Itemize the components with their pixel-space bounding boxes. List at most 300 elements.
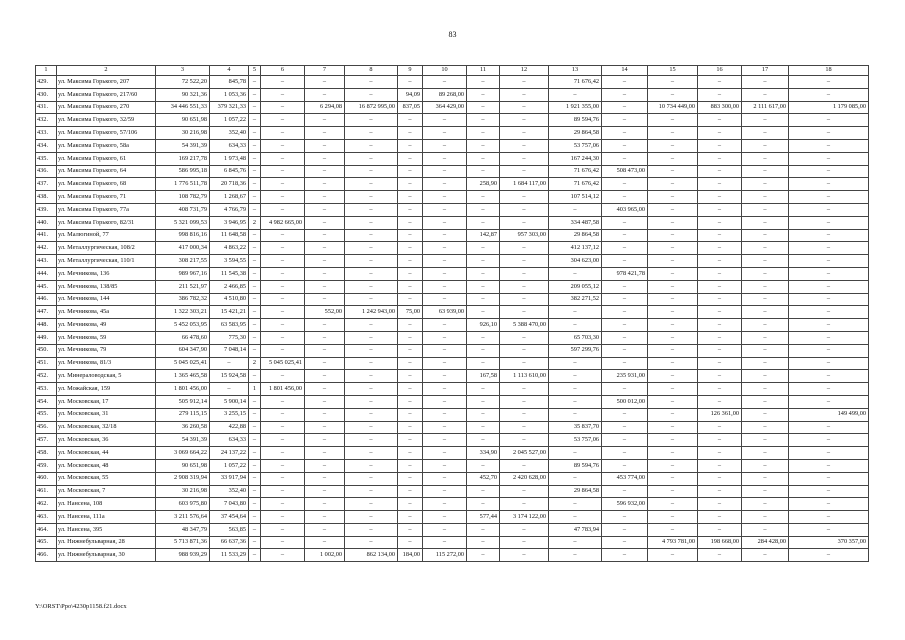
empty-value-cell: –	[698, 511, 742, 524]
empty-value-cell: –	[305, 485, 345, 498]
empty-value-cell: –	[742, 114, 789, 127]
empty-value-cell: –	[602, 485, 648, 498]
empty-value-cell: –	[648, 242, 698, 255]
amount-cell: 1 921 355,00	[549, 101, 602, 114]
amount-cell: 149 499,00	[789, 408, 869, 421]
empty-value-cell: –	[698, 152, 742, 165]
empty-value-cell: –	[305, 536, 345, 549]
empty-value-cell: –	[648, 267, 698, 280]
empty-value-cell: –	[549, 203, 602, 216]
empty-value-cell: –	[742, 165, 789, 178]
empty-value-cell: –	[261, 498, 305, 511]
empty-value-cell: –	[345, 191, 398, 204]
empty-value-cell: –	[602, 319, 648, 332]
empty-value-cell: –	[500, 357, 549, 370]
empty-value-cell: –	[602, 523, 648, 536]
amount-cell: 126 361,00	[698, 408, 742, 421]
empty-value-cell: –	[249, 101, 261, 114]
empty-value-cell: –	[698, 447, 742, 460]
empty-value-cell: –	[345, 434, 398, 447]
empty-value-cell: –	[398, 152, 423, 165]
empty-value-cell: –	[305, 152, 345, 165]
amount-cell: 47 783,94	[549, 523, 602, 536]
amount-cell: 94,09	[398, 88, 423, 101]
empty-value-cell: –	[249, 549, 261, 562]
empty-value-cell: –	[602, 549, 648, 562]
empty-value-cell: –	[549, 319, 602, 332]
row-number-cell: 444.	[36, 267, 57, 280]
amount-cell: 379 321,33	[210, 101, 249, 114]
address-cell: ул. Максима Горького, 68	[57, 178, 156, 191]
empty-value-cell: –	[423, 536, 467, 549]
table-row	[36, 101, 869, 114]
amount-cell: 54 391,39	[156, 434, 210, 447]
empty-value-cell: –	[345, 293, 398, 306]
amount-cell: 4 766,79	[210, 203, 249, 216]
empty-value-cell: –	[789, 523, 869, 536]
empty-value-cell: –	[261, 152, 305, 165]
empty-value-cell: –	[345, 127, 398, 140]
address-cell: ул. Максима Горького, 217/60	[57, 88, 156, 101]
empty-value-cell: –	[698, 498, 742, 511]
empty-value-cell: –	[648, 408, 698, 421]
column-header: 11	[467, 66, 500, 76]
empty-value-cell: –	[210, 383, 249, 396]
column-header: 3	[156, 66, 210, 76]
empty-value-cell: –	[249, 76, 261, 89]
empty-value-cell: –	[398, 114, 423, 127]
empty-value-cell: –	[305, 459, 345, 472]
empty-value-cell: –	[549, 408, 602, 421]
amount-cell: 403 965,00	[602, 203, 648, 216]
amount-cell: 563,85	[210, 523, 249, 536]
empty-value-cell: –	[261, 344, 305, 357]
amount-cell: 30 216,98	[156, 127, 210, 140]
empty-value-cell: –	[305, 127, 345, 140]
empty-value-cell: –	[345, 536, 398, 549]
amount-cell: 7 043,80	[210, 498, 249, 511]
table-row	[36, 472, 869, 485]
empty-value-cell: –	[789, 280, 869, 293]
empty-value-cell: –	[261, 370, 305, 383]
empty-value-cell: –	[249, 191, 261, 204]
empty-value-cell: –	[698, 306, 742, 319]
amount-cell: 2 908 319,94	[156, 472, 210, 485]
empty-value-cell: –	[345, 152, 398, 165]
empty-value-cell: –	[423, 139, 467, 152]
table-row	[36, 306, 869, 319]
column-header: 7	[305, 66, 345, 76]
empty-value-cell: –	[602, 434, 648, 447]
empty-value-cell: –	[305, 229, 345, 242]
empty-value-cell: –	[467, 242, 500, 255]
amount-cell: 48 347,79	[156, 523, 210, 536]
amount-cell: 5 713 871,36	[156, 536, 210, 549]
table-row	[36, 114, 869, 127]
amount-cell: 115 272,00	[423, 549, 467, 562]
amount-cell: 845,78	[210, 76, 249, 89]
empty-value-cell: –	[345, 523, 398, 536]
empty-value-cell: –	[261, 447, 305, 460]
table-row	[36, 242, 869, 255]
empty-value-cell: –	[648, 191, 698, 204]
empty-value-cell: –	[602, 229, 648, 242]
amount-cell: 634,33	[210, 139, 249, 152]
empty-value-cell: –	[423, 293, 467, 306]
amount-cell: 71 676,42	[549, 76, 602, 89]
empty-value-cell: –	[423, 267, 467, 280]
empty-value-cell: –	[602, 178, 648, 191]
empty-value-cell: –	[345, 498, 398, 511]
empty-value-cell: –	[467, 459, 500, 472]
empty-value-cell: –	[698, 242, 742, 255]
empty-value-cell: –	[648, 216, 698, 229]
address-cell: ул. Максима Горького, 71	[57, 191, 156, 204]
amount-cell: 334 487,58	[549, 216, 602, 229]
address-cell: ул. Мечникова, 49	[57, 319, 156, 332]
amount-cell: 1 053,36	[210, 88, 249, 101]
empty-value-cell: –	[698, 331, 742, 344]
amount-cell: 30 216,98	[156, 485, 210, 498]
empty-value-cell: –	[648, 165, 698, 178]
empty-value-cell: –	[467, 191, 500, 204]
empty-value-cell: –	[648, 76, 698, 89]
empty-value-cell: –	[305, 242, 345, 255]
empty-value-cell: –	[698, 395, 742, 408]
empty-value-cell: –	[467, 357, 500, 370]
empty-value-cell: –	[648, 370, 698, 383]
amount-cell: 279 115,15	[156, 408, 210, 421]
row-number-cell: 447.	[36, 306, 57, 319]
address-cell: ул. Максима Горького, 61	[57, 152, 156, 165]
empty-value-cell: –	[789, 370, 869, 383]
address-cell: ул. Мечникова, 144	[57, 293, 156, 306]
empty-value-cell: –	[345, 178, 398, 191]
empty-value-cell: –	[602, 344, 648, 357]
empty-value-cell: –	[249, 293, 261, 306]
empty-value-cell: –	[398, 383, 423, 396]
empty-value-cell: –	[305, 370, 345, 383]
empty-value-cell: –	[500, 523, 549, 536]
row-number-cell: 440.	[36, 216, 57, 229]
amount-cell: 988 939,29	[156, 549, 210, 562]
amount-cell: 5 452 053,95	[156, 319, 210, 332]
empty-value-cell: –	[423, 178, 467, 191]
empty-value-cell: –	[467, 395, 500, 408]
amount-cell: 352,40	[210, 127, 249, 140]
table-row	[36, 357, 869, 370]
empty-value-cell: –	[698, 434, 742, 447]
empty-value-cell: –	[698, 344, 742, 357]
empty-value-cell: –	[423, 191, 467, 204]
amount-cell: 2 466,85	[210, 280, 249, 293]
row-number-cell: 457.	[36, 434, 57, 447]
table-row	[36, 88, 869, 101]
address-cell: ул. Нансена, 395	[57, 523, 156, 536]
amount-cell: 72 522,20	[156, 76, 210, 89]
amount-cell: 66 637,36	[210, 536, 249, 549]
empty-value-cell: –	[249, 255, 261, 268]
empty-value-cell: –	[305, 178, 345, 191]
empty-value-cell: –	[305, 421, 345, 434]
amount-cell: 169 217,78	[156, 152, 210, 165]
table-row	[36, 370, 869, 383]
empty-value-cell: –	[500, 293, 549, 306]
empty-value-cell: –	[423, 511, 467, 524]
empty-value-cell: –	[249, 370, 261, 383]
amount-cell: 604 347,90	[156, 344, 210, 357]
amount-cell: 500 012,00	[602, 395, 648, 408]
empty-value-cell: –	[789, 472, 869, 485]
empty-value-cell: –	[602, 139, 648, 152]
empty-value-cell: –	[648, 319, 698, 332]
empty-value-cell: –	[602, 383, 648, 396]
empty-value-cell: –	[345, 114, 398, 127]
address-cell: ул. Максима Горького, 207	[57, 76, 156, 89]
amount-cell: 1 057,22	[210, 459, 249, 472]
empty-value-cell: –	[698, 229, 742, 242]
amount-cell: 71 676,42	[549, 165, 602, 178]
empty-value-cell: –	[305, 344, 345, 357]
empty-value-cell: –	[500, 421, 549, 434]
table-row	[36, 485, 869, 498]
empty-value-cell: –	[698, 191, 742, 204]
empty-value-cell: –	[398, 242, 423, 255]
amount-cell: 29 864,58	[549, 485, 602, 498]
empty-value-cell: –	[345, 280, 398, 293]
empty-value-cell: –	[789, 331, 869, 344]
address-cell: ул. Московская, 17	[57, 395, 156, 408]
empty-value-cell: –	[698, 178, 742, 191]
empty-value-cell: –	[549, 511, 602, 524]
empty-value-cell: –	[648, 306, 698, 319]
empty-value-cell: –	[261, 434, 305, 447]
empty-value-cell: –	[305, 88, 345, 101]
amount-cell: 53 757,06	[549, 434, 602, 447]
empty-value-cell: –	[698, 88, 742, 101]
empty-value-cell: –	[602, 216, 648, 229]
empty-value-cell: –	[742, 344, 789, 357]
empty-value-cell: –	[698, 255, 742, 268]
amount-cell: 20 718,36	[210, 178, 249, 191]
column-header: 18	[789, 66, 869, 76]
empty-value-cell: –	[742, 549, 789, 562]
amount-cell: 634,33	[210, 434, 249, 447]
amount-cell: 308 217,55	[156, 255, 210, 268]
empty-value-cell: –	[789, 242, 869, 255]
amount-cell: 66 478,60	[156, 331, 210, 344]
amount-cell: 1 268,67	[210, 191, 249, 204]
empty-value-cell: –	[467, 421, 500, 434]
empty-value-cell: –	[305, 447, 345, 460]
empty-value-cell: –	[398, 127, 423, 140]
empty-value-cell: –	[602, 421, 648, 434]
row-number-cell: 449.	[36, 331, 57, 344]
table-row	[36, 434, 869, 447]
row-number-cell: 433.	[36, 127, 57, 140]
empty-value-cell: –	[500, 383, 549, 396]
empty-value-cell: –	[249, 88, 261, 101]
empty-value-cell: –	[398, 395, 423, 408]
row-number-cell: 459.	[36, 459, 57, 472]
empty-value-cell: –	[648, 434, 698, 447]
column-header: 5	[249, 66, 261, 76]
amount-cell: 167 244,30	[549, 152, 602, 165]
empty-value-cell: –	[500, 88, 549, 101]
count-cell: 1	[249, 383, 261, 396]
empty-value-cell: –	[500, 114, 549, 127]
amount-cell: 15 421,21	[210, 306, 249, 319]
empty-value-cell: –	[305, 139, 345, 152]
empty-value-cell: –	[500, 344, 549, 357]
column-header: 6	[261, 66, 305, 76]
amount-cell: 33 917,94	[210, 472, 249, 485]
amount-cell: 1 322 303,21	[156, 306, 210, 319]
amount-cell: 89 268,00	[423, 88, 467, 101]
empty-value-cell: –	[549, 357, 602, 370]
empty-value-cell: –	[398, 459, 423, 472]
empty-value-cell: –	[345, 255, 398, 268]
empty-value-cell: –	[210, 357, 249, 370]
row-number-cell: 448.	[36, 319, 57, 332]
empty-value-cell: –	[789, 459, 869, 472]
empty-value-cell: –	[398, 447, 423, 460]
amount-cell: 89 594,76	[549, 114, 602, 127]
table-row	[36, 255, 869, 268]
empty-value-cell: –	[698, 485, 742, 498]
address-cell: ул. Максима Горького, 270	[57, 101, 156, 114]
empty-value-cell: –	[698, 319, 742, 332]
amount-cell: 577,44	[467, 511, 500, 524]
empty-value-cell: –	[789, 395, 869, 408]
amount-cell: 11 533,29	[210, 549, 249, 562]
empty-value-cell: –	[742, 229, 789, 242]
empty-value-cell: –	[742, 498, 789, 511]
empty-value-cell: –	[398, 370, 423, 383]
empty-value-cell: –	[500, 76, 549, 89]
amount-cell: 1 973,48	[210, 152, 249, 165]
empty-value-cell: –	[345, 242, 398, 255]
row-number-cell: 431.	[36, 101, 57, 114]
empty-value-cell: –	[789, 229, 869, 242]
row-number-cell: 456.	[36, 421, 57, 434]
address-cell: ул. Московская, 36	[57, 434, 156, 447]
amount-cell: 364 429,00	[423, 101, 467, 114]
empty-value-cell: –	[648, 549, 698, 562]
empty-value-cell: –	[398, 267, 423, 280]
empty-value-cell: –	[249, 395, 261, 408]
table-row	[36, 383, 869, 396]
empty-value-cell: –	[602, 255, 648, 268]
empty-value-cell: –	[742, 459, 789, 472]
empty-value-cell: –	[789, 421, 869, 434]
empty-value-cell: –	[742, 511, 789, 524]
table-row	[36, 216, 869, 229]
empty-value-cell: –	[249, 242, 261, 255]
empty-value-cell: –	[249, 165, 261, 178]
empty-value-cell: –	[742, 331, 789, 344]
empty-value-cell: –	[698, 165, 742, 178]
empty-value-cell: –	[423, 459, 467, 472]
empty-value-cell: –	[398, 165, 423, 178]
empty-value-cell: –	[648, 280, 698, 293]
empty-value-cell: –	[398, 191, 423, 204]
amount-cell: 235 931,00	[602, 370, 648, 383]
empty-value-cell: –	[467, 88, 500, 101]
amount-cell: 998 816,16	[156, 229, 210, 242]
amount-cell: 29 864,58	[549, 127, 602, 140]
empty-value-cell: –	[698, 76, 742, 89]
row-number-cell: 466.	[36, 549, 57, 562]
empty-value-cell: –	[648, 421, 698, 434]
empty-value-cell: –	[789, 203, 869, 216]
empty-value-cell: –	[345, 395, 398, 408]
empty-value-cell: –	[789, 306, 869, 319]
amount-cell: 412 137,12	[549, 242, 602, 255]
empty-value-cell: –	[261, 536, 305, 549]
amount-cell: 2 111 617,00	[742, 101, 789, 114]
empty-value-cell: –	[398, 229, 423, 242]
empty-value-cell: –	[423, 152, 467, 165]
empty-value-cell: –	[500, 203, 549, 216]
empty-value-cell: –	[500, 485, 549, 498]
amount-cell: 3 069 664,22	[156, 447, 210, 460]
empty-value-cell: –	[261, 203, 305, 216]
empty-value-cell: –	[305, 216, 345, 229]
empty-value-cell: –	[500, 152, 549, 165]
empty-value-cell: –	[500, 191, 549, 204]
amount-cell: 334,90	[467, 447, 500, 460]
amount-cell: 211 521,97	[156, 280, 210, 293]
empty-value-cell: –	[249, 319, 261, 332]
amount-cell: 6 294,08	[305, 101, 345, 114]
amount-cell: 258,90	[467, 178, 500, 191]
empty-value-cell: –	[249, 306, 261, 319]
empty-value-cell: –	[345, 203, 398, 216]
empty-value-cell: –	[467, 306, 500, 319]
table-row	[36, 395, 869, 408]
empty-value-cell: –	[602, 447, 648, 460]
table-row	[36, 421, 869, 434]
empty-value-cell: –	[467, 536, 500, 549]
empty-value-cell: –	[345, 88, 398, 101]
empty-value-cell: –	[345, 421, 398, 434]
empty-value-cell: –	[698, 357, 742, 370]
empty-value-cell: –	[742, 280, 789, 293]
amount-cell: 71 676,42	[549, 178, 602, 191]
empty-value-cell: –	[467, 267, 500, 280]
row-number-cell: 438.	[36, 191, 57, 204]
amount-cell: 386 782,32	[156, 293, 210, 306]
amount-cell: 3 594,55	[210, 255, 249, 268]
empty-value-cell: –	[249, 331, 261, 344]
empty-value-cell: –	[305, 165, 345, 178]
amount-cell: 1 002,00	[305, 549, 345, 562]
empty-value-cell: –	[261, 165, 305, 178]
empty-value-cell: –	[602, 152, 648, 165]
row-number-cell: 437.	[36, 178, 57, 191]
address-cell: ул. Мечникова, 136	[57, 267, 156, 280]
row-number-cell: 454.	[36, 395, 57, 408]
empty-value-cell: –	[467, 280, 500, 293]
amount-cell: 90 651,98	[156, 114, 210, 127]
empty-value-cell: –	[549, 383, 602, 396]
empty-value-cell: –	[789, 447, 869, 460]
empty-value-cell: –	[500, 127, 549, 140]
empty-value-cell: –	[345, 370, 398, 383]
empty-value-cell: –	[345, 485, 398, 498]
table-row	[36, 76, 869, 89]
